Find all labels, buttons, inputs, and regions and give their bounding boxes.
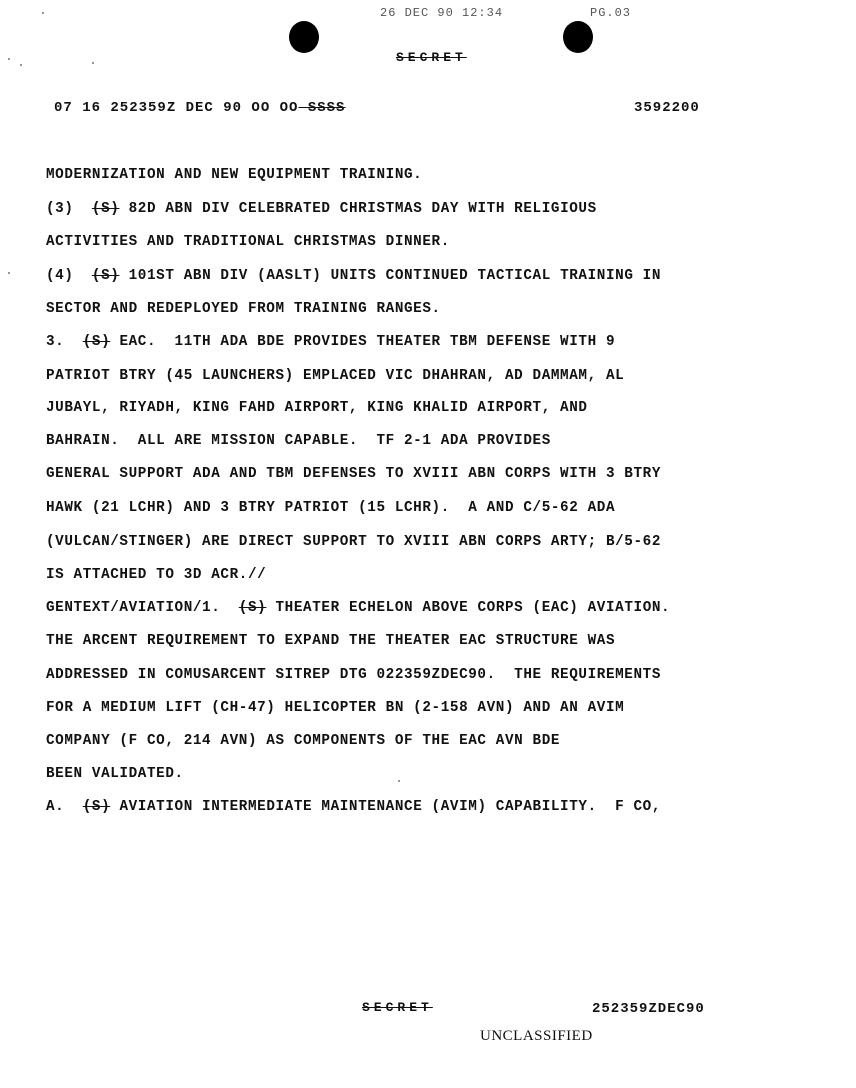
body-line: A. (S) AVIATION INTERMEDIATE MAINTENANCE (AVIM) CAPABILITY. F CO, bbox=[46, 799, 662, 815]
body-line: GENTEXT/AVIATION/1. (S) THEATER ECHELON ABOVE CORPS (EAC) AVIATION. bbox=[46, 600, 671, 616]
body-line: BEEN VALIDATED. bbox=[46, 766, 184, 782]
scan-speck bbox=[398, 780, 400, 782]
classification-bottom: SECRET bbox=[362, 1000, 433, 1015]
punch-hole-left bbox=[289, 21, 319, 53]
unclassified-marking: UNCLASSIFIED bbox=[480, 1028, 593, 1044]
message-header-right: 3592200 bbox=[634, 100, 700, 116]
body-line: BAHRAIN. ALL ARE MISSION CAPABLE. TF 2-1 ADA PROVIDES bbox=[46, 433, 551, 449]
message-header-prefix: 07 16 252359Z DEC 90 OO OO bbox=[54, 100, 299, 116]
body-line: COMPANY (F CO, 214 AVN) AS COMPONENTS OF THE EAC AVN BDE bbox=[46, 733, 561, 749]
fax-datetime: 26 DEC 90 12:34 bbox=[380, 6, 504, 20]
body-line: (4) (S) 101ST ABN DIV (AASLT) UNITS CONTINUED TACTICAL TRAINING IN bbox=[46, 268, 662, 284]
body-line: IS ATTACHED TO 3D ACR.// bbox=[46, 567, 267, 583]
body-line: ADDRESSED IN COMUSARCENT SITREP DTG 022359ZDEC90. THE REQUIREMENTS bbox=[46, 667, 662, 683]
body-line: ACTIVITIES AND TRADITIONAL CHRISTMAS DINNER. bbox=[46, 234, 450, 250]
fax-page-number: PG.03 bbox=[590, 6, 632, 20]
message-header-struck: SSSS bbox=[298, 100, 346, 116]
body-line: MODERNIZATION AND NEW EQUIPMENT TRAINING. bbox=[46, 167, 423, 183]
scan-speck bbox=[42, 12, 44, 14]
message-header-left bbox=[54, 100, 345, 116]
scan-speck bbox=[8, 58, 10, 60]
dtg-footer: 252359ZDEC90 bbox=[592, 1001, 705, 1017]
body-line: (VULCAN/STINGER) ARE DIRECT SUPPORT TO XVIII ABN CORPS ARTY; B/5-62 bbox=[46, 534, 662, 550]
scan-speck bbox=[20, 64, 22, 66]
body-line: JUBAYL, RIYADH, KING FAHD AIRPORT, KING KHALID AIRPORT, AND bbox=[46, 400, 588, 416]
body-line: HAWK (21 LCHR) AND 3 BTRY PATRIOT (15 LCHR). A AND C/5-62 ADA bbox=[46, 500, 616, 516]
body-line: GENERAL SUPPORT ADA AND TBM DEFENSES TO XVIII ABN CORPS WITH 3 BTRY bbox=[46, 466, 662, 482]
scan-speck bbox=[8, 272, 10, 274]
scan-speck bbox=[92, 62, 94, 64]
body-line: 3. (S) EAC. 11TH ADA BDE PROVIDES THEATER TBM DEFENSE WITH 9 bbox=[46, 334, 616, 350]
body-line: SECTOR AND REDEPLOYED FROM TRAINING RANGES. bbox=[46, 301, 441, 317]
body-line: FOR A MEDIUM LIFT (CH-47) HELICOPTER BN (2-158 AVN) AND AN AVIM bbox=[46, 700, 625, 716]
body-line: THE ARCENT REQUIREMENT TO EXPAND THE THEATER EAC STRUCTURE WAS bbox=[46, 633, 616, 649]
punch-hole-right bbox=[563, 21, 593, 53]
classification-top: SECRET bbox=[396, 50, 467, 65]
body-line: (3) (S) 82D ABN DIV CELEBRATED CHRISTMAS DAY WITH RELIGIOUS bbox=[46, 201, 597, 217]
body-line: PATRIOT BTRY (45 LAUNCHERS) EMPLACED VIC DHAHRAN, AD DAMMAM, AL bbox=[46, 368, 625, 384]
